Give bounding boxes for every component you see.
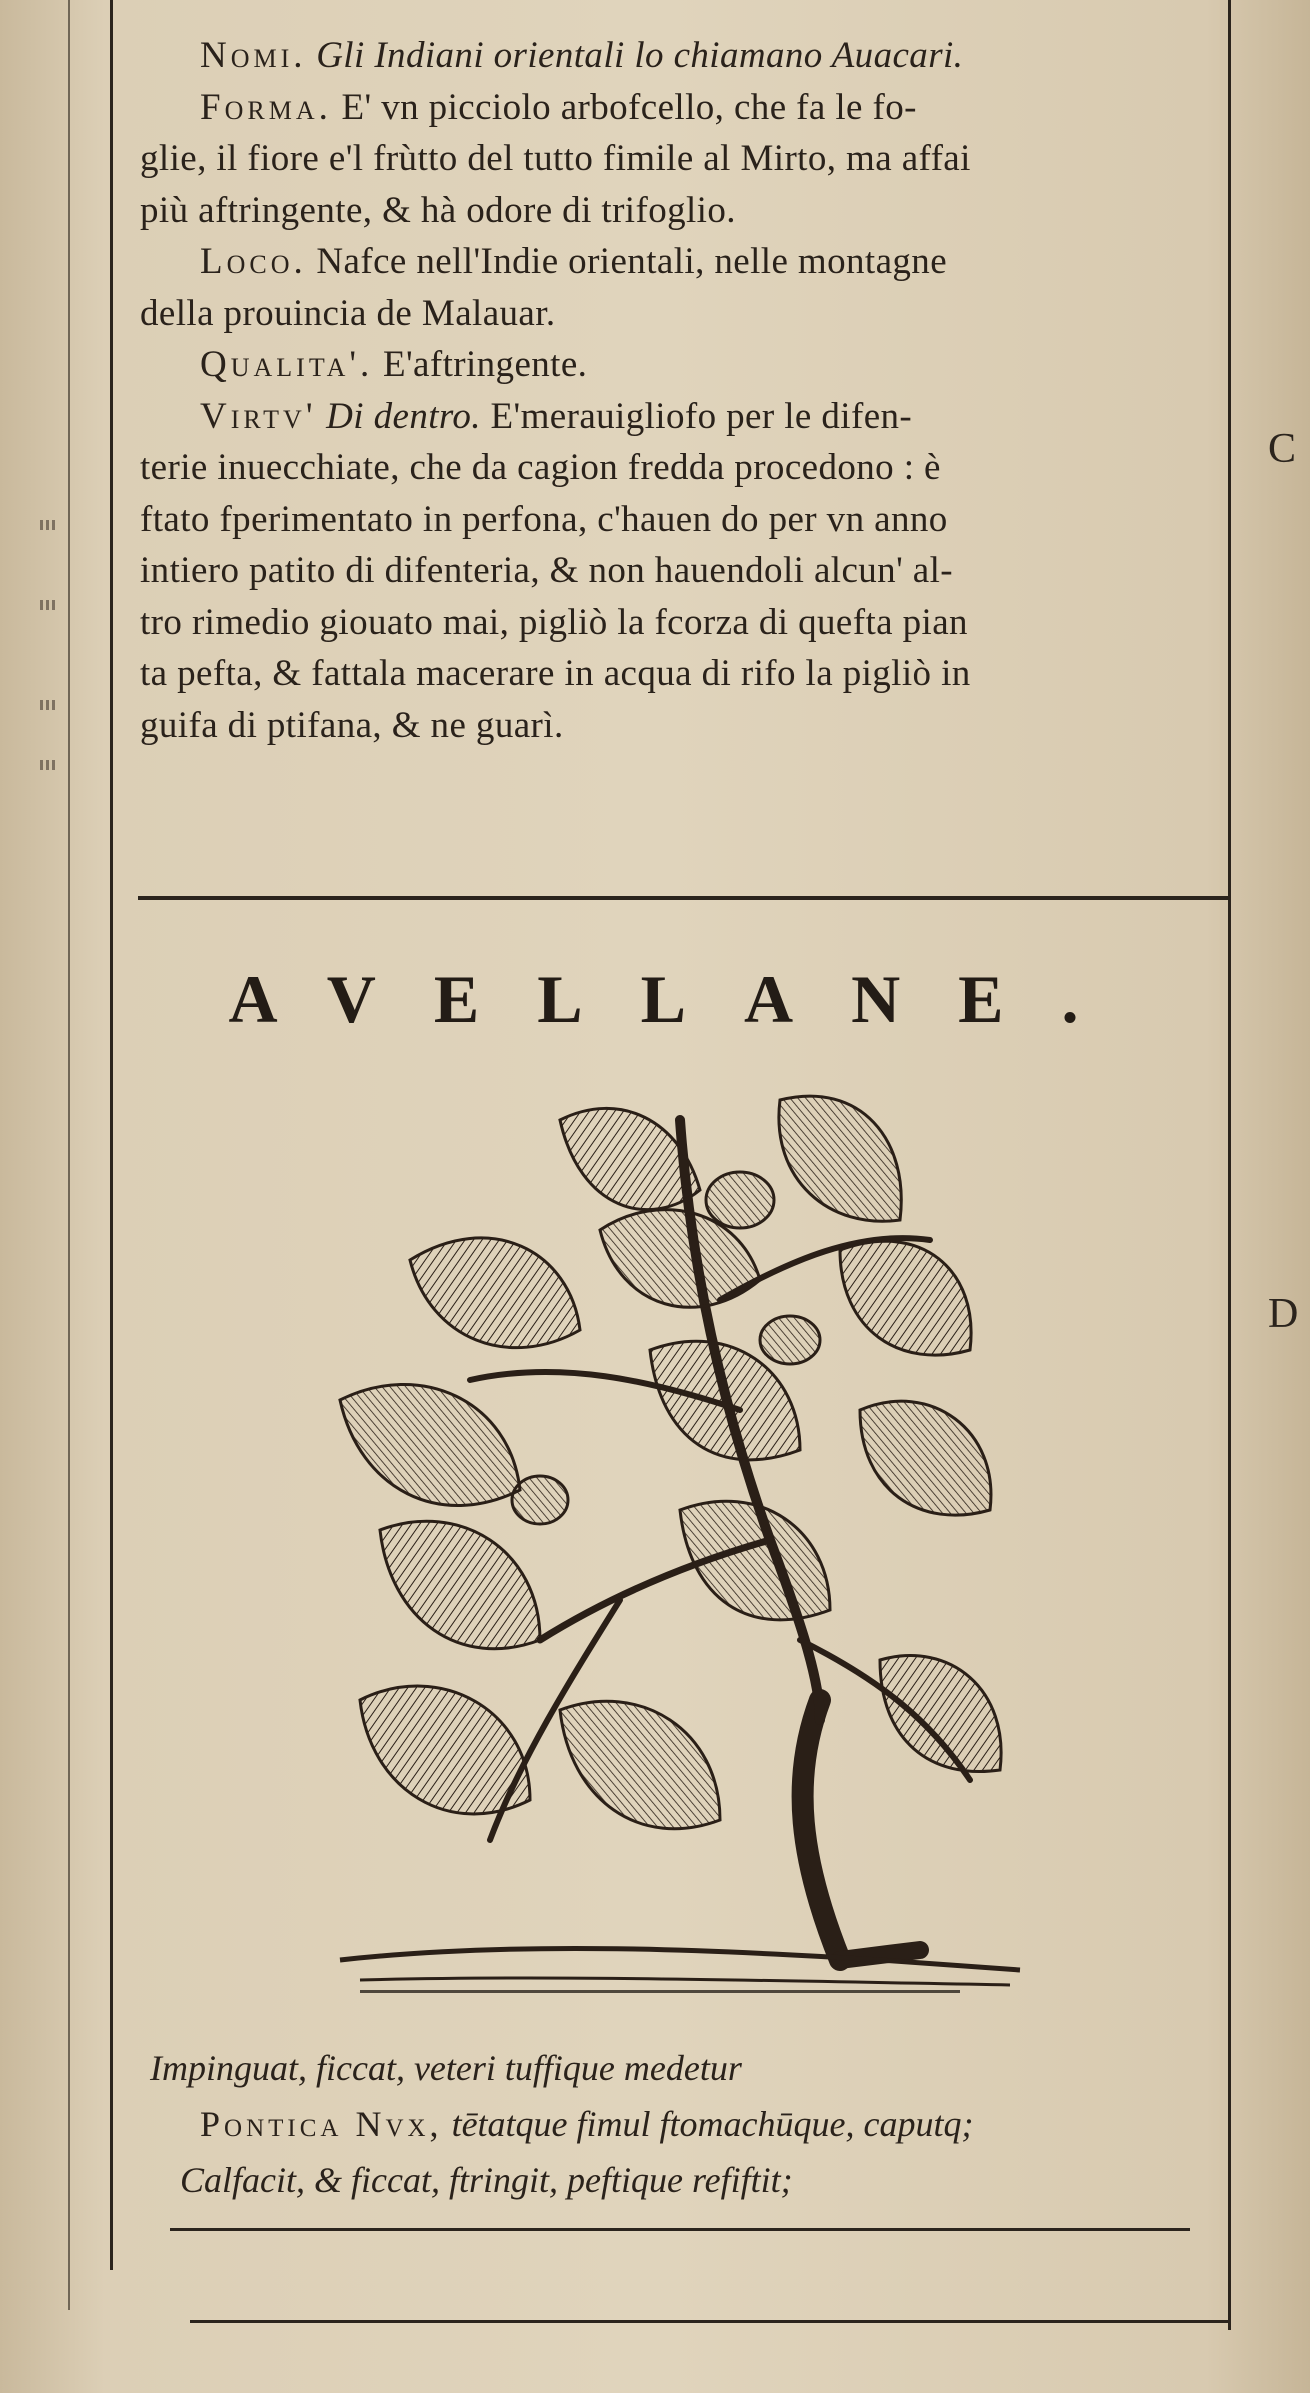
verse-line bbox=[150, 2096, 1230, 2152]
paragraph-forma bbox=[140, 82, 1225, 237]
text-line: guifa di ptifana, & ne guarì. bbox=[140, 704, 564, 746]
text-line: della prouincia de Malauar. bbox=[140, 292, 556, 334]
line-italic-text: Di dentro. bbox=[326, 395, 481, 437]
text-line: terie inuecchiate, che da cagion fredda procedono : è bbox=[140, 447, 941, 488]
text-line: ftato fperimentato in perfona, c'hauen do per vn anno bbox=[140, 498, 948, 540]
verse-line: Impinguat, ficcat, veteri tuffique medetur bbox=[150, 2048, 742, 2088]
verse-text: tētatque fimul ftomachūque, caputq; bbox=[451, 2104, 974, 2144]
paragraph-qualita bbox=[140, 339, 1225, 391]
text-line bbox=[140, 339, 1225, 391]
paragraph-label: Qualita'. bbox=[200, 344, 374, 385]
text-line bbox=[140, 236, 1225, 288]
gutter-mark bbox=[40, 760, 58, 770]
left-frame-rule bbox=[110, 0, 113, 2270]
line-text: E' vn picciolo arbofcello, che fa le fo- bbox=[341, 86, 917, 128]
text-line bbox=[140, 82, 1225, 134]
line-text: Gli Indiani orientali lo chiamano Auacari. bbox=[316, 35, 964, 76]
verse-underline-rule bbox=[170, 2228, 1190, 2231]
section-divider-rule bbox=[138, 896, 1228, 900]
text-line: tro rimedio giouato mai, pigliò la fcorza di quefta pian bbox=[140, 601, 968, 643]
gutter-mark bbox=[40, 600, 58, 610]
text-line: glie, il fiore e'l frùtto del tutto fimile al Mirto, ma affai bbox=[140, 138, 971, 179]
margin-letter-c: C bbox=[1268, 426, 1297, 472]
line-text: Nafce nell'Indie orientali, nelle montagne bbox=[316, 241, 948, 282]
text-line: ta pefta, & fattala macerare in acqua di rifo la pigliò in bbox=[140, 653, 971, 694]
bottom-rule bbox=[190, 2320, 1230, 2323]
text-line bbox=[140, 30, 1225, 82]
section-title: AVELLANE. bbox=[228, 961, 1137, 1037]
verse-label: Pontica Nvx, bbox=[200, 2104, 443, 2144]
left-outer-rule bbox=[68, 0, 70, 2310]
margin-letter-d: D bbox=[1268, 1291, 1299, 1337]
line-text: E'merauigliofo per le difen- bbox=[490, 395, 913, 437]
paragraph-virtu bbox=[140, 391, 1225, 752]
paragraph-loco bbox=[140, 236, 1225, 339]
paragraph-label: Forma. bbox=[200, 86, 332, 128]
paragraph-label: Virtv' bbox=[200, 395, 317, 437]
hazelnut-woodcut-illustration bbox=[320, 1080, 1040, 2030]
latin-verse bbox=[150, 2040, 1230, 2208]
paragraph-nomi bbox=[140, 30, 1225, 82]
paragraph-label: Loco. bbox=[200, 241, 307, 282]
gutter-mark bbox=[40, 700, 58, 710]
gutter-mark bbox=[40, 520, 58, 530]
line-text: E'aftringente. bbox=[382, 344, 588, 385]
verse-line: Calfacit, & ficcat, ftringit, peftique refiftit; bbox=[180, 2160, 793, 2200]
text-line: più aftringente, & hà odore di trifoglio. bbox=[140, 189, 736, 231]
text-line: intiero patito di difenteria, & non hauendoli alcun' al- bbox=[140, 550, 954, 591]
upper-text-block bbox=[140, 30, 1225, 751]
right-frame-rule bbox=[1228, 0, 1231, 2330]
text-line bbox=[140, 391, 1225, 443]
paragraph-label: Nomi. bbox=[200, 35, 307, 76]
